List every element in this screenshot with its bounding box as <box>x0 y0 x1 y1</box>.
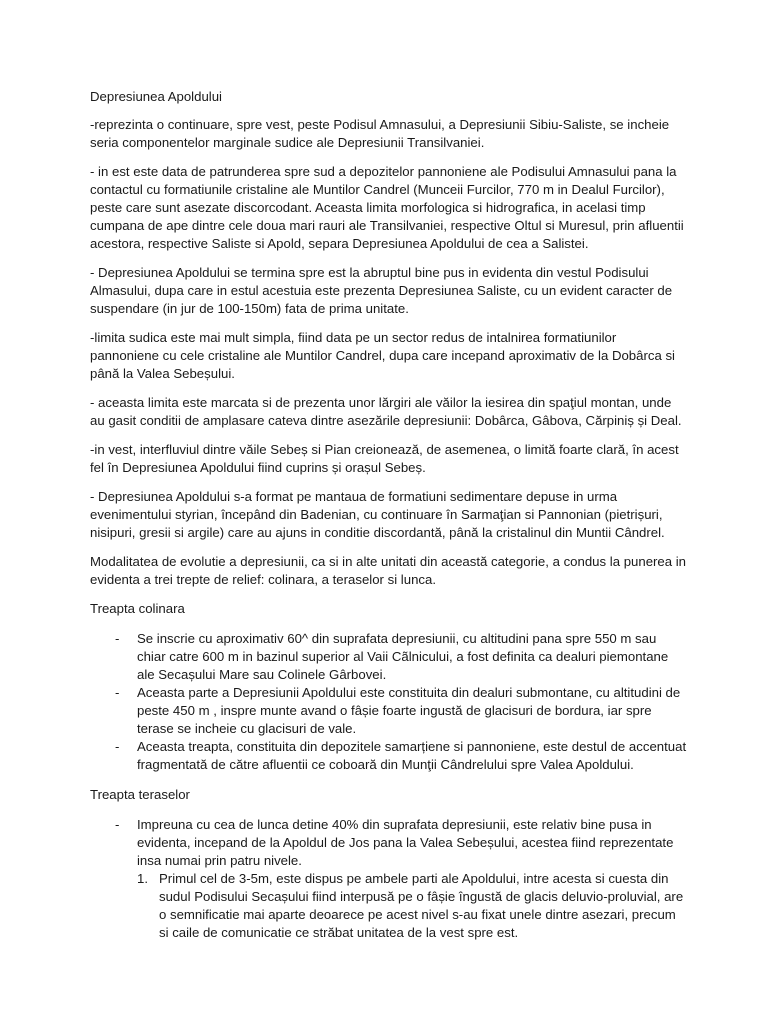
paragraph-east-limit: - in est este data de patrunderea spre sud a depozitelor pannoniene ale Podisului Amnasului pana la contactul cu formatiunile cristaline ale Muntilor Candrel (Munceii Furcilor, 770 m in Dealul Furcilor), peste care sunt asezate discorcodant. Aceasta limita morfologica si hidrografica, in acelasi timp cumpana de ape dintre cele doua mari rauri ale Transilvaniei, respective Oltul si Muresul, prin afluentii acestora, respective Saliste si Apold, separa Depresiunea Apoldului de cea a Salistei. <box>90 164 684 251</box>
paragraph-east-termination: - Depresiunea Apoldului se termina spre est la abruptul bine pus in evidenta din vestul Podisului Almasului, dupa care in estul acestuia este prezenta Depresiunea Saliste, cu un evident caracter de suspendare (in jur de 100-150m) fata de prima unitate. <box>90 265 673 316</box>
bullet-list-terase <box>90 816 688 942</box>
paragraph-south-limit: -limita sudica este mai mult simpla, fiind data pe un sector redus de intalnirea formatiunilor pannoniene cu cele cristaline ale Muntilor Candrel, dupa care incepand aproximativ de la Dobârca si până la Valea Sebeșului. <box>90 330 675 381</box>
numbered-item-text: Primul cel de 3-5m, este dispus pe ambele parti ale Apoldului, intre acesta si cuesta din sudul Podisului Secașului fiind interpusă pe o fâșie îngustă de glacis deluvio-proluvial, are o semnificatie mai aparte deoarece pe acest nivel s-au fixat unele dintre asezari, precum si caile de comunicatie ce străbat unitatea de la vest spre est. <box>159 871 684 940</box>
item-number: 1. <box>137 871 148 886</box>
numbered-item <box>137 870 688 942</box>
section-heading-terase: Treapta teraselor <box>90 787 190 802</box>
document-title: Depresiunea Apoldului <box>90 89 222 104</box>
list-item-text: Aceasta parte a Depresiunii Apoldului este constituita din dealuri submontane, cu altitudini de peste 450 m , inspre munte avand o fâșie foarte ingustă de glacisuri de bordura, iar spre terase se incheie cu glacisuri de vale. <box>137 685 681 736</box>
list-item-text: Aceasta treapta, constituita din depozitele samarțiene si pannoniene, este destul de accentuat fragmentată de către afluentii ce coboară din Munţii Cândrelului spre Valea Apoldului. <box>137 739 687 772</box>
list-item <box>90 630 688 684</box>
paragraph-west-limit: -in vest, interfluviul dintre văile Sebeș si Pian creionează, de asemenea, o limită foarte clară, în acest fel în Depresiunea Apoldului fiind cuprins și orașul Sebeș. <box>90 442 679 475</box>
dash-marker: - <box>115 817 120 832</box>
paragraph-formation: - Depresiunea Apoldului s-a format pe mantaua de formatiuni sedimentare depuse in urma evenimentului styrian, începând din Badenian, cu continuare în Sarmaţian si Pannonian (pietrișuri, nisipuri, gresii si argile) care au ajuns in conditie discordantă, până la cristalinul din Muntii Cândrel. <box>90 489 665 540</box>
numbered-sublist <box>137 870 688 942</box>
paragraph-relief-steps: Modalitatea de evolutie a depresiunii, ca si in alte unitati din această categorie, a condus la punerea in evidenta a trei trepte de relief: colinara, a teraselor si lunca. <box>90 554 687 587</box>
dash-marker: - <box>115 739 120 754</box>
list-item <box>90 816 688 942</box>
dash-marker: - <box>115 631 120 646</box>
list-item <box>90 684 688 738</box>
list-item-text: Se inscrie cu aproximativ 60^ din suprafata depresiunii, cu altitudini pana spre 550 m sau chiar catre 600 m in bazinul superior al Vaii Cãlnicului, a fost definita ca dealuri piemontane ale Secașului Mare sau Colinele Gârbovei. <box>137 631 669 682</box>
paragraph-valley-widenings: - aceasta limita este marcata si de prezenta unor lărgiri ale văilor la iesirea din spaţiul montan, unde au gasit conditii de amplasare cateva dintre asezările depresiunii: Dobârca, Gâbova, Cărpiniș și Deal. <box>90 395 682 428</box>
list-item <box>90 738 688 774</box>
list-item-text: Impreuna cu cea de lunca detine 40% din suprafata depresiunii, este relativ bine pusa in evidenta, incepand de la Apoldul de Jos pana la Valea Sebeșului, acestea fiind reprezentate insa numai prin patru nivele. <box>137 817 674 868</box>
dash-marker: - <box>115 685 120 700</box>
paragraph-intro: -reprezinta o continuare, spre vest, peste Podisul Amnasului, a Depresiunii Sibiu-Saliste, se incheie seria componentelor marginale sudice ale Depresiunii Transilvaniei. <box>90 117 670 150</box>
bullet-list-colinara <box>90 630 688 774</box>
section-heading-colinara: Treapta colinara <box>90 601 185 616</box>
